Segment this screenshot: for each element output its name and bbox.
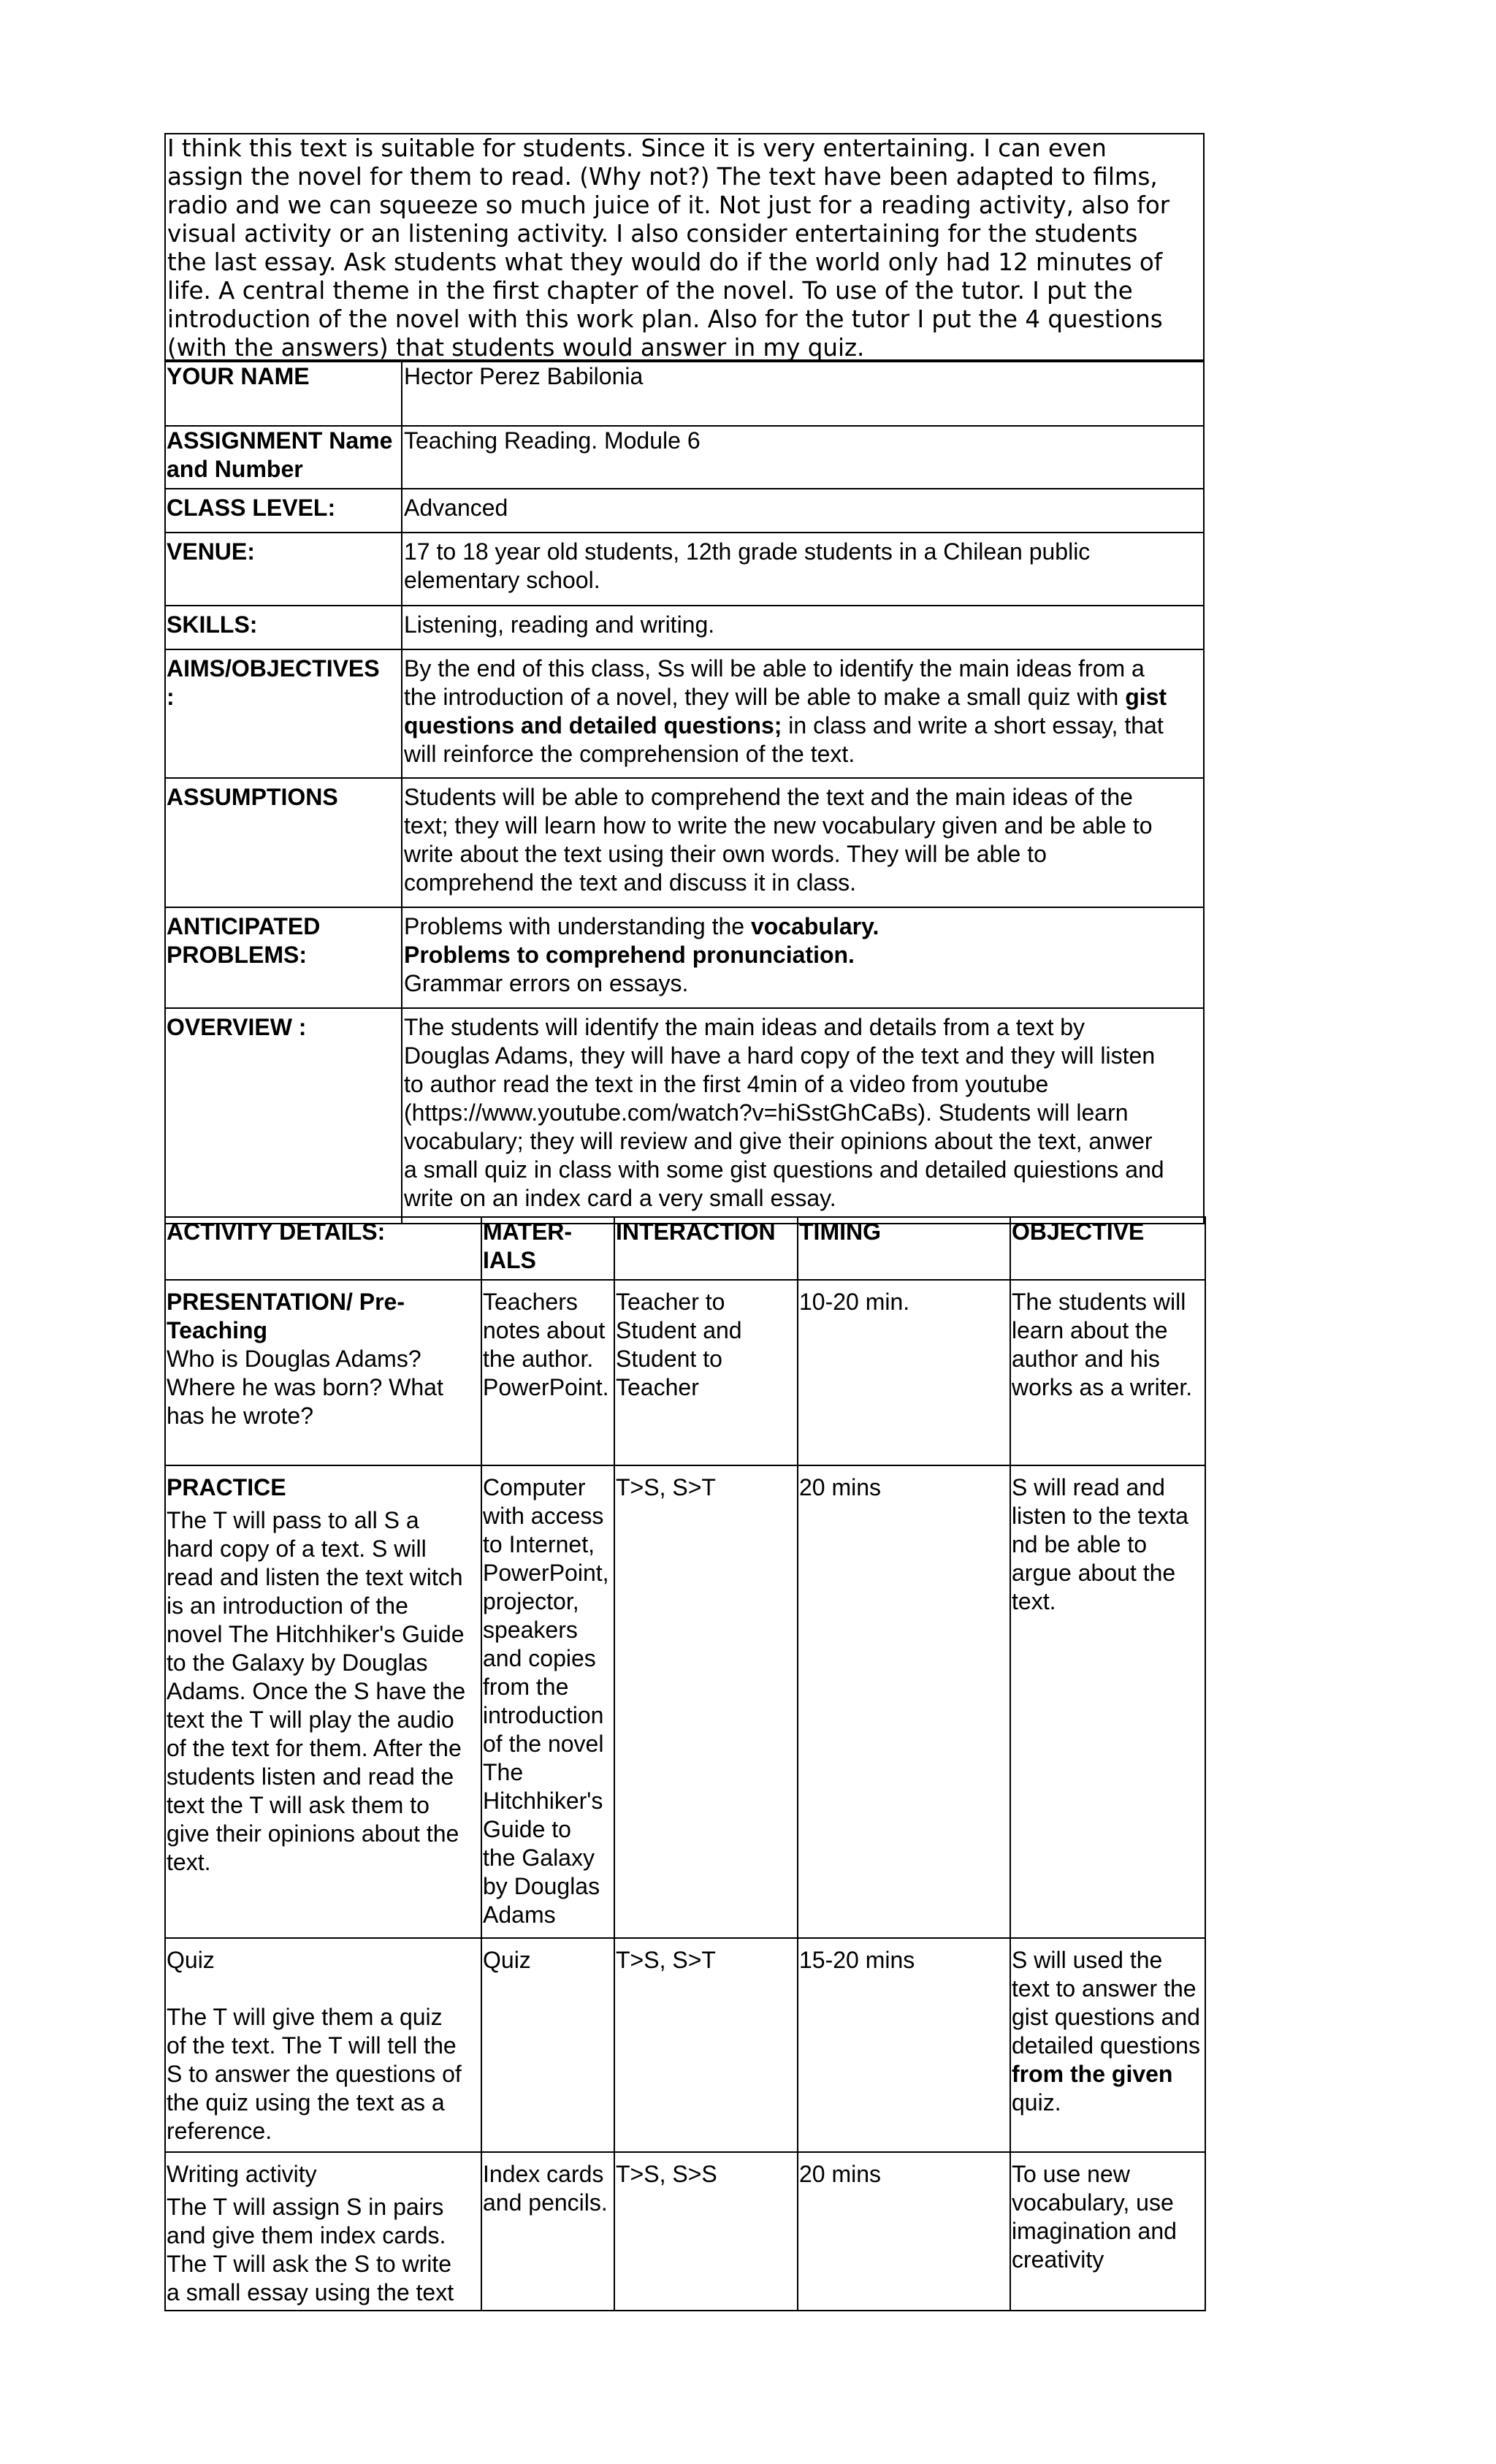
text-line: with access (483, 1503, 604, 1529)
value-aims (402, 649, 1204, 778)
text-line: author and his (1012, 1346, 1160, 1372)
text-line: reference. (167, 2118, 272, 2144)
label-line: ASSIGNMENT Name (167, 427, 393, 454)
cell-objective (1010, 1280, 1205, 1465)
text-line: text the T will play the audio (167, 1706, 454, 1733)
cell-interaction: T>S, S>T (614, 1938, 798, 2152)
text-line: to Internet, (483, 1531, 595, 1557)
text-line: vocabulary; they will review and give their opinions about the text, anwer (404, 1128, 1153, 1154)
label-assignment (165, 426, 402, 489)
text-line: Adams (483, 1902, 556, 1928)
cell-timing: 15-20 mins (798, 1938, 1010, 2152)
text-line: hard copy of a text. S will (167, 1536, 427, 1562)
cell-interaction: T>S, S>T (614, 1465, 798, 1938)
label-class-level: CLASS LEVEL: (165, 489, 402, 533)
cell-materials (481, 1280, 614, 1465)
label-line: PROBLEMS: (167, 942, 307, 968)
intro-paragraph (164, 133, 1205, 361)
text-line (404, 912, 1202, 941)
intro-line: assign the novel for them to read. (Why not?) The text have been adapted to films, (167, 163, 1158, 191)
text-line: S will used the (1012, 1947, 1163, 1973)
text-line: Where he was born? What (167, 1374, 443, 1400)
label-skills: SKILLS: (165, 606, 402, 649)
text-line: introduction (483, 1702, 604, 1728)
text-line: a small essay using the text (167, 2279, 454, 2305)
value-assumptions (402, 778, 1204, 907)
text-line: to author read the text in the first 4min of a video from youtube (404, 1071, 1049, 1097)
cell-timing: 20 mins (798, 1465, 1010, 1938)
value-class-level: Advanced (402, 489, 1204, 533)
label-line: and Number (167, 456, 303, 482)
text-line: Index cards (483, 2161, 604, 2187)
text-line: text. (167, 1849, 211, 1875)
label-line: : (167, 684, 175, 710)
cell-objective (1010, 1465, 1205, 1938)
activity-title: PRACTICE (167, 1474, 286, 1500)
bold-text: from the given (1012, 2061, 1173, 2087)
text-run: the introduction of a novel, they will be able to make a small quiz with (404, 684, 1126, 710)
row-skills (165, 606, 1204, 649)
value-assignment: Teaching Reading. Module 6 (402, 426, 1204, 489)
text-line: PowerPoint, (483, 1560, 609, 1586)
spacer (167, 1975, 480, 2003)
text-line: has he wrote? (167, 1403, 314, 1429)
text-line: by Douglas (483, 1873, 600, 1899)
cell-materials: Quiz (481, 1938, 614, 2152)
value-overview (402, 1008, 1204, 1224)
activity-title: PRESENTATION/ Pre- (167, 1289, 405, 1315)
activity-row-quiz (165, 1938, 1205, 2152)
text-line: novel The Hitchhiker's Guide (167, 1621, 465, 1647)
header-line: IALS (483, 1247, 536, 1273)
label-line: AIMS/OBJECTIVES (167, 655, 380, 682)
text-line: The students will identify the main ideas and details from a text by (404, 1014, 1085, 1040)
row-assumptions (165, 778, 1204, 907)
text-line: detailed questions (1012, 2032, 1200, 2059)
header-timing: TIMING (798, 1217, 1010, 1280)
text-line: Student to (616, 1346, 722, 1372)
intro-line: radio and we can squeeze so much juice of it. Not just for a reading activity, also for (167, 191, 1170, 219)
bold-text: vocabulary. (750, 913, 879, 939)
cell-interaction (614, 1280, 798, 1465)
bold-text: Problems to comprehend pronunciation. (404, 942, 855, 968)
activity-table (164, 1216, 1206, 2311)
activity-title: Quiz (167, 1947, 215, 1973)
row-overview (165, 1008, 1204, 1224)
text-line: S will read and (1012, 1474, 1165, 1500)
row-venue (165, 533, 1204, 606)
text-line: Student and (616, 1317, 742, 1343)
label-assumptions: ASSUMPTIONS (165, 778, 402, 907)
text-line: gist questions and (1012, 2004, 1200, 2030)
text-line: of the text for them. After the (167, 1735, 462, 1761)
label-your-name: YOUR NAME (165, 362, 402, 426)
text-line: Teachers (483, 1289, 578, 1315)
text-line: listen to the texta (1012, 1503, 1188, 1529)
activity-title: Teaching (167, 1317, 268, 1343)
text-line: The (483, 1759, 524, 1785)
label-anticipated (165, 907, 402, 1008)
text-line: The T will give them a quiz (167, 2004, 443, 2030)
text-line: will reinforce the comprehension of the text. (404, 741, 855, 767)
bold-text: gist (1125, 684, 1167, 710)
intro-line: I think this text is suitable for students. Since it is very entertaining. I can even (167, 134, 1107, 162)
activity-row-writing (165, 2152, 1205, 2311)
text-line: give their opinions about the (167, 1820, 459, 1847)
text-line: quiz. (1012, 2089, 1061, 2116)
row-anticipated (165, 907, 1204, 1008)
row-aims (165, 649, 1204, 778)
intro-line: life. A central theme in the first chapter of the novel. To use of the tutor. I put the (167, 277, 1133, 305)
cell-materials (481, 2152, 614, 2311)
label-line: ANTICIPATED (167, 913, 321, 939)
cell-objective (1010, 2152, 1205, 2311)
activity-title: Writing activity (167, 2161, 317, 2187)
activity-row-presentation (165, 1280, 1205, 1465)
text-line: to the Galaxy by Douglas (167, 1649, 428, 1676)
label-aims (165, 649, 402, 778)
text-line: and give them index cards. (167, 2222, 446, 2249)
activity-header-row (165, 1217, 1205, 1280)
intro-line: (with the answers) that students would answer in my quiz. (167, 334, 865, 362)
text-line: 17 to 18 year old students, 12th grade students in a Chilean public (404, 538, 1091, 565)
text-line (404, 683, 1202, 712)
text-run: Problems with understanding the (404, 913, 751, 939)
cell-details (165, 1280, 481, 1465)
row-class-level (165, 489, 1204, 533)
value-venue (402, 533, 1204, 606)
text-line: S to answer the questions of (167, 2061, 462, 2087)
text-line: PowerPoint. (483, 1374, 609, 1400)
text-line: Douglas Adams, they will have a hard copy of the text and they will listen (404, 1042, 1156, 1069)
label-overview: OVERVIEW : (165, 1008, 402, 1224)
text-line: creativity (1012, 2246, 1104, 2273)
text-line: Grammar errors on essays. (404, 970, 689, 996)
intro-line: visual activity or an listening activity. I also consider entertaining for the students (167, 220, 1138, 248)
intro-line: introduction of the novel with this work plan. Also for the tutor I put the 4 questions (167, 305, 1163, 333)
header-interaction: INTERACTION (614, 1217, 798, 1280)
text-line: write about the text using their own words. They will be able to (404, 841, 1047, 867)
text-line (404, 712, 1202, 740)
row-assignment (165, 426, 1204, 489)
text-line: works as a writer. (1012, 1374, 1193, 1400)
text-line: To use new (1012, 2161, 1130, 2187)
text-line: elementary school. (404, 567, 600, 593)
cell-objective (1010, 1938, 1205, 2152)
text-line: Computer (483, 1474, 586, 1500)
text-line: Hitchhiker's (483, 1788, 603, 1814)
text-line: The students will (1012, 1289, 1186, 1315)
lesson-info-table (164, 361, 1205, 1224)
value-your-name: Hector Perez Babilonia (402, 362, 1204, 426)
text-line: a small quiz in class with some gist questions and detailed quiestions and (404, 1156, 1164, 1183)
text-line: vocabulary, use (1012, 2189, 1174, 2216)
text-line: Teacher (616, 1374, 699, 1400)
header-line: MATER- (483, 1218, 573, 1245)
value-skills: Listening, reading and writing. (402, 606, 1204, 649)
text-line: By the end of this class, Ss will be able to identify the main ideas from a (404, 655, 1145, 682)
text-line: and copies (483, 1645, 596, 1671)
text-line: The T will pass to all S a (167, 1507, 419, 1533)
text-line: comprehend the text and discuss it in class. (404, 869, 856, 896)
text-line: text the T will ask them to (167, 1792, 430, 1818)
text-line: read and listen the text witch (167, 1564, 463, 1590)
cell-details (165, 2152, 481, 2311)
text-line: nd be able to (1012, 1531, 1148, 1557)
text-line: of the novel (483, 1731, 604, 1757)
text-line: the Galaxy (483, 1845, 595, 1871)
text-line: Adams. Once the S have the (167, 1678, 466, 1704)
value-anticipated (402, 907, 1204, 1008)
intro-line: the last essay. Ask students what they would do if the world only had 12 minutes of (167, 248, 1163, 276)
text-line: students listen and read the (167, 1763, 454, 1790)
text-line: speakers (483, 1617, 578, 1643)
header-activity-details: ACTIVITY DETAILS: (165, 1217, 481, 1280)
cell-timing: 20 mins (798, 2152, 1010, 2311)
text-line: the quiz using the text as a (167, 2089, 445, 2116)
text-line: The T will ask the S to write (167, 2251, 452, 2277)
text-line: write on an index card a very small essay. (404, 1185, 836, 1211)
cell-materials (481, 1465, 614, 1938)
text-line: of the text. The T will tell the (167, 2032, 457, 2059)
text-line: text to answer the (1012, 1975, 1197, 2002)
text-run: in class and write a short essay, that (782, 712, 1164, 739)
header-objective: OBJECTIVE (1010, 1217, 1205, 1280)
text-line: Who is Douglas Adams? (167, 1346, 421, 1372)
text-line: and pencils. (483, 2189, 608, 2216)
text-line: The T will assign S in pairs (167, 2194, 444, 2220)
text-line: learn about the (1012, 1317, 1168, 1343)
activity-row-practice (165, 1465, 1205, 1938)
text-line: the author. (483, 1346, 594, 1372)
cell-timing: 10-20 min. (798, 1280, 1010, 1465)
bold-text: questions and detailed questions; (404, 712, 782, 739)
cell-interaction: T>S, S>S (614, 2152, 798, 2311)
text-line: projector, (483, 1588, 579, 1614)
label-venue: VENUE: (165, 533, 402, 606)
text-line: text; they will learn how to write the new vocabulary given and be able to (404, 812, 1153, 839)
header-materials (481, 1217, 614, 1280)
cell-details (165, 1465, 481, 1938)
cell-details (165, 1938, 481, 2152)
text-line: from the (483, 1674, 569, 1700)
text-line: (https://www.youtube.com/watch?v=hiSstGhCaBs). Students will learn (404, 1099, 1129, 1126)
text-line: Guide to (483, 1816, 571, 1842)
row-name (165, 362, 1204, 426)
text-line: text. (1012, 1588, 1056, 1614)
text-line: imagination and (1012, 2218, 1177, 2244)
text-line: is an introduction of the (167, 1593, 408, 1619)
text-line: notes about (483, 1317, 606, 1343)
text-line: Teacher to (616, 1289, 725, 1315)
text-line: argue about the (1012, 1560, 1176, 1586)
text-line: Students will be able to comprehend the text and the main ideas of the (404, 784, 1133, 810)
